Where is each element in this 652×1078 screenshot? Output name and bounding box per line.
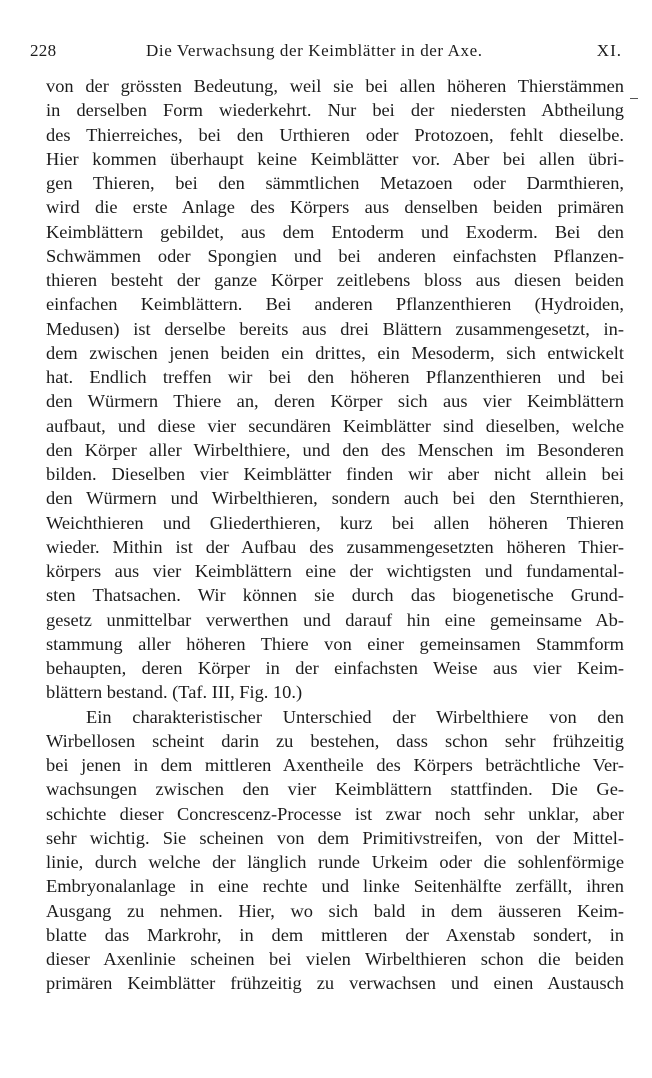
text-line: wieder. Mithin ist der Aufbau des zusammengesetzten höheren Thier- [46,536,624,557]
chapter-number: XI. [596,41,622,60]
text-line: gesetz unmittelbar verwerthen und darauf hin eine gemeinsame Ab- [46,609,624,630]
text-line: Ein charakteristischer Unterschied der Wirbelthiere von den [86,706,624,727]
text-line: schichte dieser Concrescenz-Processe ist zwar noch sehr unklar, aber [46,803,624,824]
text-line: blättern bestand. (Taf. III, Fig. 10.) [46,682,303,703]
text-line: den Würmern und Wirbelthieren, sondern auch bei den Sternthieren, [46,488,624,509]
text-line: den Würmern Thiere an, deren Körper sich aus vier Keimblättern [46,391,624,412]
text-line: thieren besteht der ganze Körper zeitlebens bloss aus diesen beiden [46,270,624,290]
text-line: Weichthieren und Gliederthieren, kurz bei allen höheren Thieren [46,512,624,533]
text-line: Embryonalanlage in eine rechte und linke Seitenhälfte zerfällt, ihren [46,876,624,897]
running-title: Die Verwachsung der Keimblätter in der Axe. [146,41,483,60]
text-line: primären Keimblätter frühzeitig zu verwachsen und einen Austausch [46,973,624,994]
text-line: linie, durch welche der länglich runde Urkeim oder die sohlenförmige [46,852,624,872]
text-line: bei jenen in dem mittleren Axentheile des Körpers beträchtliche Ver- [46,755,624,775]
text-line: gen Thieren, bei den sämmtlichen Metazoen oder Darmthieren, [46,173,624,193]
text-line: dieser Axenlinie scheinen bei vielen Wirbelthieren schon die beiden [46,949,624,969]
text-line: dem zwischen jenen beiden ein drittes, ein Mesoderm, sich entwickelt [46,342,624,363]
page-number: 228 [30,41,57,60]
text-line: sehr wichtig. Sie scheinen von dem Primitivstreifen, von der Mittel- [46,827,624,848]
text-line: sten Thatsachen. Wir können sie durch das biogenetische Grund- [46,585,624,606]
running-head [30,41,622,67]
text-line: behaupten, deren Körper in der einfachsten Weise aus vier Keim- [46,658,624,678]
text-line: Wirbellosen scheint darin zu bestehen, dass schon sehr frühzeitig [46,730,624,751]
text-line: von der grössten Bedeutung, weil sie bei allen höheren Thierstämmen [46,76,624,96]
text-line: Hier kommen überhaupt keine Keimblätter vor. Aber bei allen übri- [46,148,624,169]
text-line: hat. Endlich treffen wir bei den höheren Pflanzenthieren und bei [46,367,624,387]
text-line: aufbaut, und diese vier secundären Keimblätter sind dieselben, welche [46,415,624,436]
text-line: Medusen) ist derselbe bereits aus drei Blättern zusammengesetzt, in- [46,318,624,339]
text-line: Keimblättern gebildet, aus dem Entoderm und Exoderm. Bei den [46,221,624,242]
text-line: Schwämmen oder Spongien und bei anderen einfachsten Pflanzen- [46,245,624,266]
text-line: wird die erste Anlage des Körpers aus denselben beiden primären [46,197,624,218]
text-line: stammung aller höheren Thiere von einer gemeinsamen Stammform [46,633,624,654]
text-line: wachsungen zwischen den vier Keimblättern stattfinden. Die Ge- [46,779,624,800]
text-line: des Thierreiches, bei den Urthieren oder Protozoen, fehlt dieselbe. [46,124,624,145]
text-line: Ausgang zu nehmen. Hier, wo sich bald in dem äusseren Keim- [46,900,624,921]
margin-mark [630,98,638,99]
text-line: den Körper aller Wirbelthiere, und den des Menschen im Besonderen [46,439,624,460]
text-line: einfachen Keimblättern. Bei anderen Pflanzenthieren (Hydroiden, [46,294,624,315]
body-text [46,74,624,996]
text-line: blatte das Markrohr, in dem mittleren der Axenstab sondert, in [46,924,624,945]
paragraph-2 [46,705,624,996]
paragraph-1 [46,74,624,705]
text-line: körpers aus vier Keimblättern eine der wichtigsten und fundamental- [46,561,624,581]
text-line: bilden. Dieselben vier Keimblätter finden wir aber nicht allein bei [46,464,624,484]
text-line: in derselben Form wiederkehrt. Nur bei der niedersten Abtheilung [46,100,624,121]
